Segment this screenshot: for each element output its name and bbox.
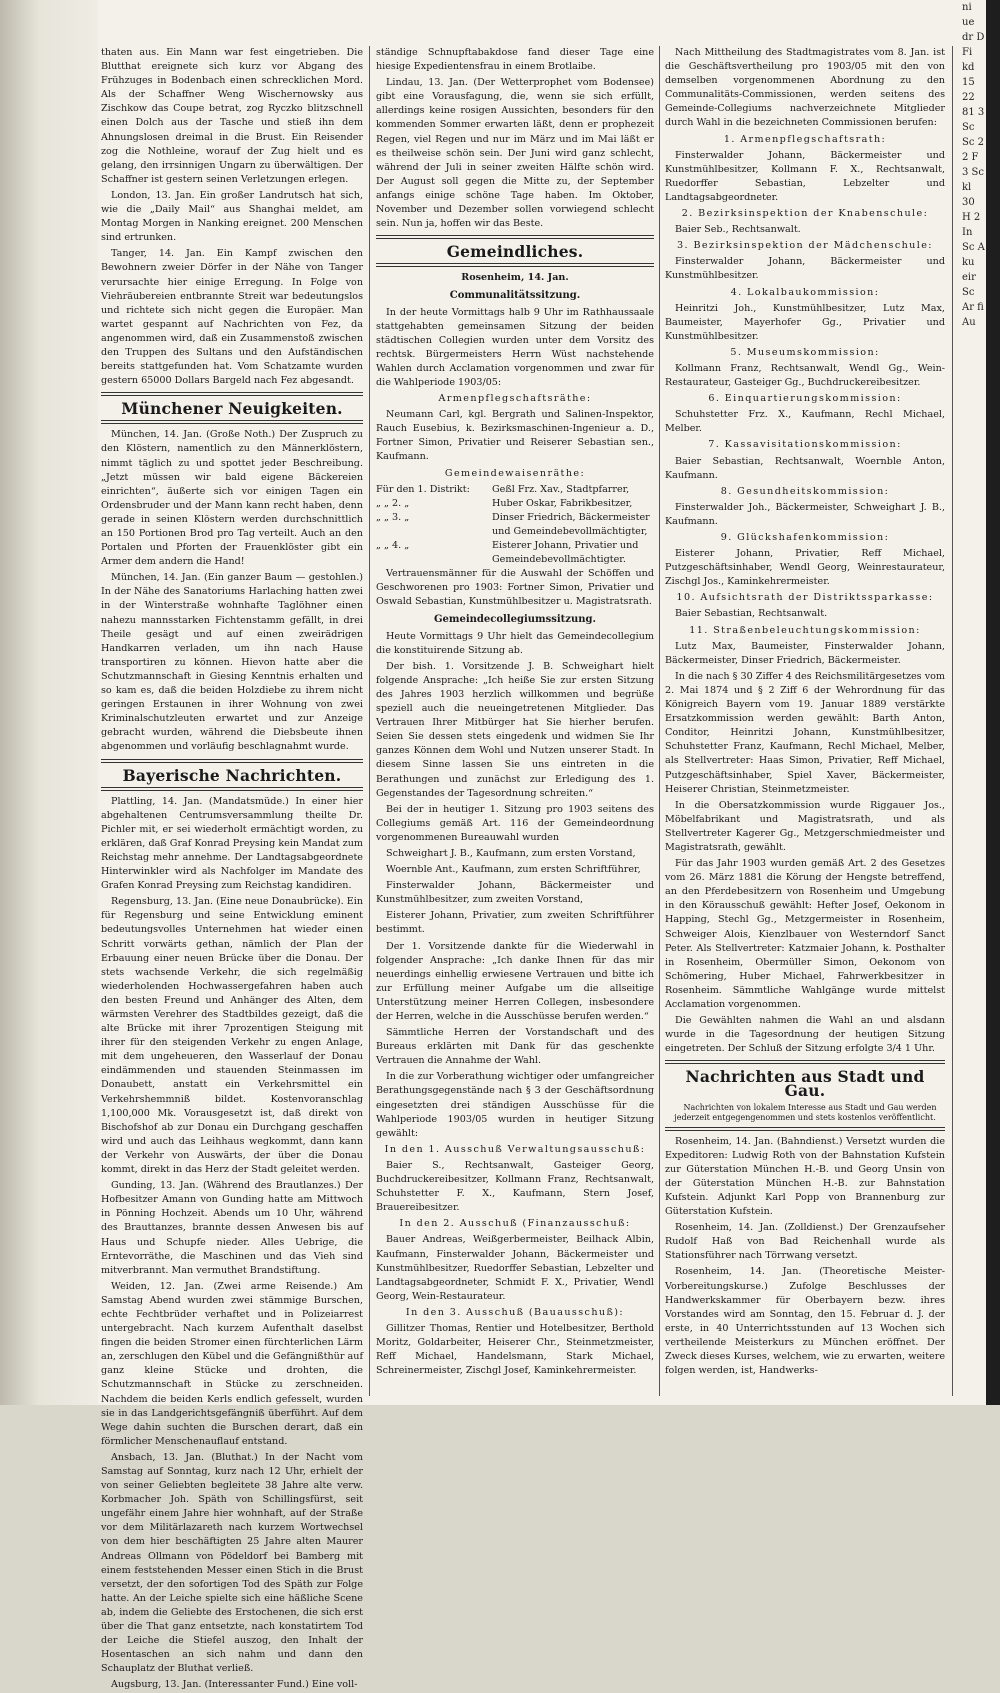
district-value: Geßl Frz. Xav., Stadtpfarrer, bbox=[492, 483, 630, 495]
article-london: London, 13. Jan. Ein großer Landrutsch hat sich, wie die „Daily Mail“ aus Shanghai meldet, am Montag Morgen in Nanking ereignet. 200 Menschen sind ertrunken. bbox=[101, 189, 363, 244]
page-gutter bbox=[0, 0, 98, 1405]
adjacent-page-edge: ni ue dr D Fi kd 15 22 81 3 Sc Sc 2 2 F 3 Sc kl 30 H 2 In Sc A ku eir Sc Ar fi Au bbox=[962, 2, 985, 328]
article-text: Bei der in heutiger 1. Sitzung pro 1903 seitens des Collegiums gemäß Art. 116 der Gemeindeordnung vorgenommenen Bureauwahl wurden bbox=[376, 803, 654, 843]
article-text: Gunding, 13. Jan. (Während des Brautlanzes.) Der Hofbesitzer Amann von Gunding hatte am Mittwoch in Pönning Hochzeit. Abends um 10 Uhr, während des Brauttanzes, brannte dessen Anwesen bis auf Haus und Schupfe nieder. Alles Uebrige, die Erntevorräthe, die Maschinen und das Vieh sind mitverbrannt. Man vermuthet Brandstiftung. bbox=[101, 1180, 363, 1276]
article-text: ständige Schnupftabakdose fand dieser Tage eine hiesige Expedientensfrau in einem Brotlaibe. bbox=[376, 47, 654, 73]
list-heading: In den 2. Ausschuß (Finanzausschuß: bbox=[399, 1218, 631, 1230]
district-row bbox=[376, 511, 654, 539]
article-text: Augsburg, 13. Jan. (Interessanter Fund.) Eine voll- bbox=[111, 1679, 358, 1691]
list-heading: In den 3. Ausschuß (Bauausschuß): bbox=[405, 1306, 625, 1318]
article-text: Woernble Ant., Kaufmann, zum ersten Schriftführer, bbox=[386, 864, 641, 876]
district-label: Für den 1. Distrikt: bbox=[376, 483, 470, 495]
article-text: Heute Vormittags 9 Uhr hielt das Gemeindecollegium die konstituirende Sitzung ab. bbox=[376, 630, 654, 656]
district-row bbox=[376, 539, 654, 567]
name-list: Kollmann Franz, Rechtsanwalt, Wendl Gg., Wein-Restaurateur, Gasteiger Gg., Buchdruckereibesitzer. bbox=[665, 362, 945, 389]
article-text: Vertrauensmänner für die Auswahl der Schöffen und Geschworenen pro 1903: Fortner Simon, Privatier und Oswald Sebastian, Kunstmühlbesitzer u. Magistratsrath. bbox=[376, 568, 654, 608]
article-text: Schweighart J. B., Kaufmann, zum ersten Vorstand, bbox=[386, 847, 636, 859]
district-row bbox=[376, 483, 654, 497]
list-heading: In den 1. Ausschuß Verwaltungsausschuß: bbox=[384, 1143, 646, 1155]
article-text: Rosenheim, 14. Jan. (Bahndienst.) Versetzt wurden die Expeditoren: Ludwig Roth von der Bahnstation Kufstein zur Güterstation München H.-B. und Georg Unsin von der Güterstation München H.-B. zur Bahnstation Kufstein. Adjunkt Karl Popp von Brannenburg zur Güterstation Kufstein. bbox=[665, 1135, 945, 1218]
name-list: Heinritzi Joh., Kunstmühlbesitzer, Lutz Max, Baumeister, Mayerhofer Gg., Privatier und Kunstmühlbesitzer. bbox=[665, 302, 945, 342]
name-list: Finsterwalder Johann, Bäckermeister und Kunstmühlbesitzer. bbox=[665, 256, 945, 282]
column-rule bbox=[369, 46, 370, 1396]
list-heading: 2. Bezirksinspektion der Knabenschule: bbox=[681, 208, 929, 220]
name-list: Gillitzer Thomas, Rentier und Hotelbesitzer, Berthold Moritz, Goldarbeiter, Heiserer Chr., Steinmetzmeister, Reff Michael, Handelsmann, Stark Michael, Schreinermeister, Zischgl Josef, Kaminkehrermeister. bbox=[376, 1322, 654, 1377]
list-heading: 5. Museumskommission: bbox=[730, 346, 880, 358]
list-heading: 10. Aufsichtsrath der Distriktssparkasse: bbox=[676, 592, 934, 604]
section-divider bbox=[101, 759, 363, 763]
list-heading: Armenpflegschaftsräthe: bbox=[438, 393, 592, 405]
article-text: Die Gewählten nahmen die Wahl an und alsdann wurde in die Tagesordnung der heutigen Sitzung eingetreten. Der Schluß der Sitzung erfolgte 3/4 1 Uhr. bbox=[665, 1015, 945, 1055]
list-heading: 1. Armenpflegschaftsrath: bbox=[723, 133, 887, 145]
name-list: Baier S., Rechtsanwalt, Gasteiger Georg, Buchdruckereibesitzer, Kollmann Franz, Rechtsanwalt, Schuhstetter F. X., Kaufmann, Stern Josef, Brauereibesitzer. bbox=[376, 1159, 654, 1214]
article-text: Der bish. 1. Vorsitzende J. B. Schweighart hielt folgende Ansprache: „Ich heiße Sie zur ersten Sitzung des Jahres 1903 herzlich willkommen und begrüße speziell auch die neueingetretenen Mitglieder. Das Vertrauen Ihrer Mitbürger hat Sie hierher berufen. Seien Sie dessen stets eingedenk und widmen Sie Ihr ganzes Können dem Wohl und Nutzen unserer Stadt. In diesem Sinne lassen Sie uns eintreten in die Berathungen und zunächst zur Erledigung des 1. Gegenstandes der Tagesordnung schreiten.“ bbox=[376, 660, 654, 799]
scan-border bbox=[986, 0, 1000, 1405]
section-divider bbox=[665, 1127, 945, 1131]
list-heading: 7. Kassavisitationskommission: bbox=[708, 439, 902, 451]
section-heading-gemeinde: Gemeindliches. bbox=[446, 242, 584, 262]
list-heading: 9. Glückshafenkommission: bbox=[720, 532, 890, 543]
article-text: Rosenheim, 14. Jan. (Zolldienst.) Der Grenzaufseher Rudolf Haß von Bad Reichenhall wurde als Stationsführer nach Törrwang versetzt. bbox=[665, 1222, 945, 1262]
list-heading: 3. Bezirksinspektion der Mädchenschule: bbox=[677, 240, 933, 252]
article-text: Finsterwalder Johann, Bäckermeister und Kunstmühlbesitzer, zum zweiten Vorstand, bbox=[376, 880, 654, 906]
article-text: Regensburg, 13. Jan. (Eine neue Donaubrücke). Ein für Regensburg und seine Entwicklung eminent bedeutungsvolles Unternehmen hat wieder einen Schritt vorwärts gethan, nämlich der Plan der Erbauung einer neuen Brücke über die Donau. Der stets wachsende Verkehr, die sich regelmäßig wiederholenden Hochwassergefahren haben auch den besten Freund und Anhänger des Alten, dem wärmsten Verehrer des Stadtbildes gezeigt, daß die alte Brücke mit ihrer 7prozentigen Steigung mit ihrer für den steigenden Verkehr zu engen Anlage, mit dem ungeheueren, den Wasserlauf der Donau eindämmenden und stauenden Steinmassen im Donaubett, anstatt ein Verkehrsmittel ein Verkehrshemmniß bildet. Kostenvoranschlag 1,100,000 Mk. Vorausgesetzt ist, daß direkt von Bischofshof ab zur Donau ein Durchgang geschaffen wird und auch das Leihhaus wegkommt, dann kann der Verkehr von Auswärts, der über die Donau kommt, direkt in das Herz der Stadt geleitet werden. bbox=[101, 896, 364, 1176]
column-1 bbox=[101, 46, 364, 1691]
column-2 bbox=[376, 46, 654, 1396]
column-rule bbox=[952, 46, 953, 1396]
section-heading-bayern: Bayerische Nachrichten. bbox=[122, 765, 342, 785]
name-list: Bauer Andreas, Weißgerbermeister, Beilhack Albin, Kaufmann, Finsterwalder Johann, Bäckermeister und Kunstmühlbesitzer, Ruedorffer Sebastian, Lebzelter und Landtagsabgeordneter, Schmidt F. X., Privatier, Wendl Georg, Wein-Restaurateur. bbox=[376, 1234, 654, 1302]
list-heading: 4. Lokalbaukommission: bbox=[730, 286, 880, 298]
section-heading-stadt: Nachrichten aus Stadt und Gau. bbox=[685, 1067, 925, 1101]
subheading: Gemeindecollegiumssitzung. bbox=[433, 614, 596, 626]
name-list: Eisterer Johann, Privatier, Reff Michael, Putzgeschäftsinhaber, Wendl Georg, Weinrestaurateur, Zischgl Jos., Kaminkehrermeister. bbox=[665, 548, 945, 588]
district-row bbox=[376, 497, 654, 511]
article-text: Für das Jahr 1903 wurden gemäß Art. 2 des Gesetzes vom 26. März 1881 die Körung der Hengste betreffend, an den Pferdebesitzern von Rosenheim und Umgebung in den Körausschuß gewählt: Hefter Josef, Oekonom in Happing, Stechl Gg., Metzgermeister in Rosenheim, Schweiger Alois, Kienzlbauer von Westerndorf Sanct Peter. Als Stellvertreter: Katzmaier Johann, k. Posthalter in Rosenheim, Obermüller Simon, Oekonom von Schömering, Huber Michael, Fahrwerkbesitzer in Rosenheim. Sämmtliche Wahlgänge wurde mittelst Acclamation vorgenommen. bbox=[665, 858, 945, 1010]
article-lindau: Lindau, 13. Jan. (Der Wetterprophet vom Bodensee) gibt eine Vorausfagung, die, wenn sie sich erfüllt, allerdings keine rosigen Aussichten, besonders für den kommenden Sommer erwarten läßt, denn er prophezeit Regen, viel Regen und nur im März und im Mai läßt er es theilweise schön sein. Der Juni wird ganz schlecht, während der Juli in seiner zweiten Hälfte schön wird. Der August soll gegen die Mitte zu, der September anfangs einige schöne Tage haben. Im Oktober, November und Dezember sollen vorwiegend schlecht sein. Nun ja, hoffen wir das Beste. bbox=[376, 77, 654, 230]
district-value: Dinser Friedrich, Bäckermeister und Gemeindebevollmächtigter, bbox=[492, 511, 650, 537]
name-list: Finsterwalder Joh., Bäckermeister, Schweighart J. B., Kaufmann. bbox=[665, 501, 945, 527]
article-text: Sämmtliche Herren der Vorstandschaft und des Bureaus erklärten mit Dank für das geschenkte Vertrauen die Annahme der Wahl. bbox=[376, 1027, 654, 1067]
article-text: In die nach § 30 Ziffer 4 des Reichsmilitärgesetzes vom 2. Mai 1874 und § 2 Ziff 6 der Wehrordnung für das Königreich Bayern vom 19. Januar 1889 verstärkte Ersatzkommission werden gewählt: Barth Anton, Conditor, Heinritzi Johann, Kunstmühlbesitzer, Schuhstetter Franz, Kaufmann, Rechl Michael, Melber, als Stellvertreter: Haas Simon, Privatier, Reff Michael, Putzgeschäftsinhaber, Spiel Xaver, Bäckermeister, Heiserer Christian, Steinmetzmeister. bbox=[665, 670, 945, 795]
article-text: Nach Mittheilung des Stadtmagistrates vom 8. Jan. ist die Geschäftsvertheilung pro 1903/05 mit den von demselben vorgenommenen Abordnung zu den Communalitäts-Commissionen, werden seitens des Gemeinde-Collegiums nachverzeichnete Mitglieder durch Wahl in die bezeichneten Commissionen berufen: bbox=[665, 47, 945, 129]
article-text: Eisterer Johann, Privatier, zum zweiten Schriftführer bestimmt. bbox=[376, 910, 654, 936]
section-divider bbox=[376, 235, 654, 239]
name-list: Baier Seb., Rechtsanwalt. bbox=[675, 224, 801, 236]
section-heading-muenchen: Münchener Neuigkeiten. bbox=[121, 399, 343, 419]
article-text: München, 14. Jan. (Große Noth.) Der Zuspruch zu den Klöstern, namentlich zu den Männerklöstern, nimmt täglich zu und spottet jeder Beschreibung. „Jetzt müssen wir bald eigene Bäckereien einrichten“, äußerte sich vor einigen Tagen ein Ordensbruder und der Mann kann recht haben, denn gerade in seinen Klöstern werden durchschnittlich an 150 Portionen Brod pro Tag verteilt. Auch an den Portalen und Pforten der Frauenklöster gibt ein Armer dem andern die Hand! bbox=[101, 429, 363, 568]
column-3 bbox=[665, 46, 945, 1396]
name-list: Baier Sebastian, Rechtsanwalt, Woernble Anton, Kaufmann. bbox=[665, 455, 945, 481]
district-label: „ „ 4. „ bbox=[376, 540, 410, 551]
list-heading: 8. Gesundheitskommission: bbox=[720, 485, 890, 497]
name-list: Lutz Max, Baumeister, Finsterwalder Johann, Bäckermeister, Dinser Friedrich, Bäckermeister. bbox=[665, 640, 945, 666]
section-divider bbox=[376, 263, 654, 267]
name-list: Schuhstetter Frz. X., Kaufmann, Rechl Michael, Melber. bbox=[665, 409, 945, 435]
article-text: thaten aus. Ein Mann war fest eingetrieben. Die Blutthat ereignete sich kurz vor Abgang des Frühzuges in Bodenbach einen schrecklichen Mord. Als der Schaffner Weng Wischernowsky aus Zischkow das Coupe betrat, zog Ryczko blitzschnell einen Dolch aus der Tasche und stieß ihn dem Ahnungslosen dreimal in die Brust. Ein Reisender zog die Nothleine, worauf der Zug hielt und es gelang, den irrsinnigen Ungarn zu überwältigen. Der Schaffner ist gestern seinen Verletzungen erlegen. bbox=[101, 47, 363, 185]
list-heading: Gemeindewaisenräthe: bbox=[444, 467, 586, 479]
article-text: In der heute Vormittags halb 9 Uhr im Rathhaussaale stattgehabten gemeinsamen Sitzung der beiden städtischen Collegien wurden unter dem Vorsitz des rechtsk. Bürgermeisters Herrn Wüst nachstehende Wahlen durch Acclamation vorgenommen und zwar für die Wahlperiode 1903/05: bbox=[376, 306, 654, 388]
article-text: In die Obersatzkommission wurde Riggauer Jos., Möbelfabrikant und Magistratsrath, und als Stellvertreter Kagerer Gg., Metzgerschmiedmeister und Magistratsrath, gewählt. bbox=[665, 799, 945, 853]
name-list: Neumann Carl, kgl. Bergrath und Salinen-Inspektor, Rauch Eusebius, k. Bezirksmaschinen-Ingenieur a. D., Fortner Simon, Privatier und Reiserer Sebastian sen., Kaufmann. bbox=[376, 409, 654, 463]
district-value: Huber Oskar, Fabrikbesitzer, bbox=[492, 497, 633, 509]
name-list: Baier Sebastian, Rechtsanwalt. bbox=[675, 608, 828, 620]
article-text: Der 1. Vorsitzende dankte für die Wiederwahl in folgender Ansprache: „Ich danke Ihnen für das mir neuerdings einhellig erwiesene Vertrauen und bitte ich zur Erfüllung meiner Aufgabe um die allseitige Unterstützung meiner Herren Collegen, insbesondere der Herren, welche in die Ausschüsse berufen werden.“ bbox=[376, 940, 654, 1022]
article-text: Ansbach, 13. Jan. (Bluthat.) In der Nacht vom Samstag auf Sonntag, kurz nach 12 Uhr, erhielt der von seiner Geliebten begleitete 38 Jahre alte verw. Korbmacher Joh. Späth von Schillingsfürst, seit ungefähr einem Jahre hier wohnhaft, auf der Straße vor dem Militärlazareth nach kurzem Wortwechsel von dem hier beschäftigten 25 Jahre alten Maurer Andreas Ollmann von Pödeldorf bei Bamberg mit einem feststehenden Messer einen Stich in die Brust versetzt, der den sofortigen Tod des Späth zur Folge hatte. An der Leiche spielte sich eine häßliche Scene ab, indem die Geliebte des Erstochenen, die sich erst über die That ganz entsetzte, nach konstatirtem Tod der Leiche die Stiefel auszog, den Inhalt der Hosentaschen an sich nahm und dann den Schauplatz der Bluthat verließ. bbox=[101, 1451, 363, 1675]
section-divider bbox=[101, 787, 363, 791]
article-tanger: Tanger, 14. Jan. Ein Kampf zwischen den Bewohnern zweier Dörfer in der Nähe von Tanger verursachte hier einige Erregung. In Folge von Viehräubereien entbrannte Streit war bedeutungslos und richtete sich nicht gegen die Europäer. Man wartet gespannt auf Nachrichten von Fez, da angenommen wird, daß ein Zusammenstoß zwischen den Truppen des Sultans und den Aufständischen bereits stattgefunden hat. Vom Schatzamte wurden gestern 65000 Dollars Bargeld nach Fez abgesandt. bbox=[101, 248, 363, 387]
article-text: München, 14. Jan. (Ein ganzer Baum — gestohlen.) In der Nähe des Sanatoriums Harlaching hatten zwei in der Winterstraße wohnhafte Taglöhner einen nahezu mannsstarken Fichtenstamm gefällt, in drei Theile gesägt und auf einen zweirädrigen Handkarren verladen, um ihn nach Hause transportiren zu können. Hievon hatte aber die Schutzmannschaft in Giesing Kenntnis erhalten und so kam es, daß die beiden Holzdiebe zu ihrem nicht geringen Erstaunen in ihrer Wohnung von zwei Kriminalschutzleuten erwartet und zur Anzeige gebracht wurden, während die Diebsbeute ihnen abgenommen und vorläufig beschlagnahmt wurde. bbox=[101, 572, 363, 753]
article-text: In die zur Vorberathung wichtiger oder umfangreicher Berathungsgegenstände nach § 3 der Geschäftsordnung eingesetzten drei ständigen Ausschüsse für die Wahlperiode 1903/05 wurden in heutiger Sitzung gewählt: bbox=[376, 1071, 654, 1139]
article-text: Rosenheim, 14. Jan. (Theoretische Meister-Vorbereitungskurse.) Zufolge Beschlusses der Handwerkskammer für Oberbayern bezw. ihres Vorstandes wird am Sonntag, den 15. Februar d. J. der erste, in 40 Unterrichtsstunden auf 13 Wochen sich vertheilende Meisterkurs zu München eröffnet. Der Zweck dieses Kurses, welchem, wie zu erwarten, weitere folgen werden, ist, Handwerks- bbox=[665, 1266, 945, 1377]
column-rule bbox=[659, 46, 660, 1396]
dateline: Rosenheim, 14. Jan. bbox=[461, 272, 569, 284]
district-label: „ „ 2. „ bbox=[376, 497, 410, 509]
name-list: Finsterwalder Johann, Bäckermeister und Kunstmühlbesitzer, Kollmann F. X., Rechtsanwalt, Ruedorffer Sebastian, Lebzelter und Landtagsabgeordneter. bbox=[665, 149, 945, 203]
subheading: Communalitätssitzung. bbox=[449, 290, 581, 302]
list-heading: 6. Einquartierungskommission: bbox=[708, 393, 902, 405]
list-heading: 11. Straßenbeleuchtungskommission: bbox=[689, 624, 921, 636]
article-text: Plattling, 14. Jan. (Mandatsmüde.) In einer hier abgehaltenen Centrumsversammlung theilte Dr. Pichler mit, er sei wiederholt ermächtigt worden, zu erklären, daß Graf Konrad Preysing kein Mandat zum Reichstag mehr annehme. Der Landtagsabgeordnete Hinterwinkler wird als Nachfolger im Mandate des Grafen Konrad Preysing zum Reichstag kandidiren. bbox=[101, 795, 363, 892]
section-divider bbox=[101, 420, 363, 424]
article-text: Weiden, 12. Jan. (Zwei arme Reisende.) Am Samstag Abend wurden zwei stämmige Burschen, echte Fechtbrüder verhaftet und in Polizeiarrest untergebracht. Nach kurzem Aufenthalt daselbst fingen die beiden Stromer einen fürchterlichen Lärm an, zerschlugen den Kübel und die Gefängnißthür auf ganz kleine Stücke und drohten, die Schutzmannschaft in Stücke zu zerschneiden. Nachdem die beiden Kerls endlich gefesselt, wurden sie in das Landgerichtsgefängniß überführt. Auf dem Wege dahin suchten die Burschen derart, daß ein förmlicher Menschenauflauf entstand. bbox=[101, 1280, 363, 1447]
section-note: Nachrichten von lokalem Interesse aus Stadt und Gau werden jederzeit entgegengenommen und stets kostenlos veröffentlicht. bbox=[674, 1102, 937, 1122]
district-label: „ „ 3. „ bbox=[376, 511, 410, 523]
district-value: Eisterer Johann, Privatier und Gemeindebevollmächtigter. bbox=[492, 540, 639, 566]
section-divider bbox=[665, 1060, 945, 1064]
section-divider bbox=[101, 392, 363, 396]
